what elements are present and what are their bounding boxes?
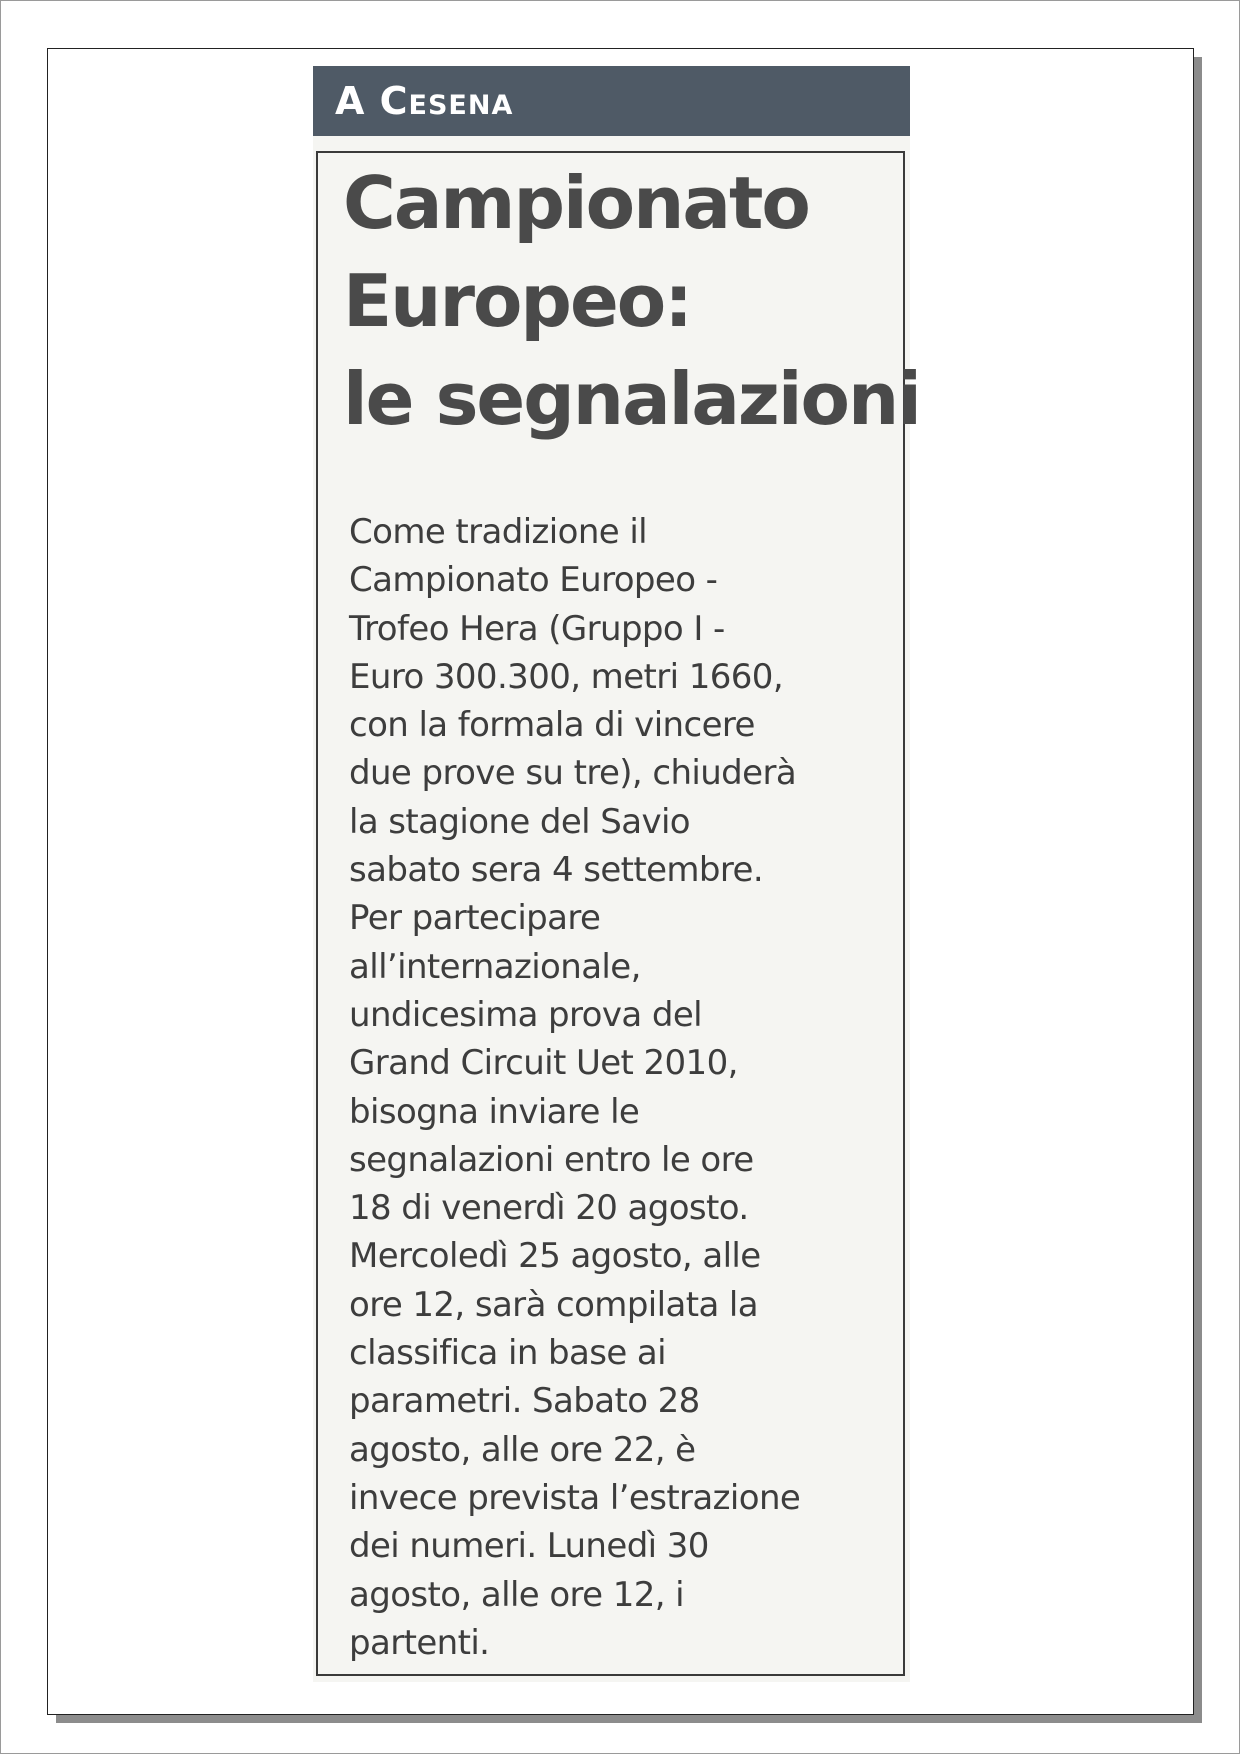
headline-line: Europeo: [343,259,692,343]
body-line: classifica in base ai [349,1333,666,1374]
body-line: Trofeo Hera (Gruppo I - [349,608,725,649]
headline [343,154,920,448]
body-line: dei numeri. Lunedì 30 [349,1526,709,1567]
body-line: ore 12, sarà compilata la [349,1284,758,1325]
newspaper-clipping [313,66,920,1682]
body-line: all’internazionale, [349,946,641,987]
body-line: invece prevista l’estrazione [349,1477,801,1518]
body-line: parametri. Sabato 28 [349,1381,700,1422]
body-line: agosto, alle ore 22, è [349,1429,696,1470]
body-line: la stagione del Savio [349,801,691,842]
body-line: con la formala di vincere [349,705,755,746]
body-line: Mercoledì 25 agosto, alle [349,1236,761,1277]
section-header-bar [313,66,910,136]
body-line: Come tradizione il [349,512,648,552]
body-line: Per partecipare [349,898,601,939]
headline-line: Campionato [343,161,809,245]
body-line: partenti. [349,1622,490,1663]
body-line: Euro 300.300, metri 1660, [349,656,784,697]
body-line: sabato sera 4 settembre. [349,850,764,891]
article-body [349,508,894,1667]
body-line: Campionato Europeo - [349,560,718,601]
section-label: A Cesena [335,79,514,123]
headline-line: le segnalazioni [343,357,920,441]
body-line: agosto, alle ore 12, i [349,1574,685,1615]
body-line: bisogna inviare le [349,1091,640,1132]
body-line: Grand Circuit Uet 2010, [349,1043,738,1084]
body-line: undicesima prova del [349,994,702,1035]
body-line: due prove su tre), chiuderà [349,753,797,794]
body-line: segnalazioni entro le ore [349,1139,754,1180]
body-line: 18 di venerdì 20 agosto. [349,1188,749,1229]
